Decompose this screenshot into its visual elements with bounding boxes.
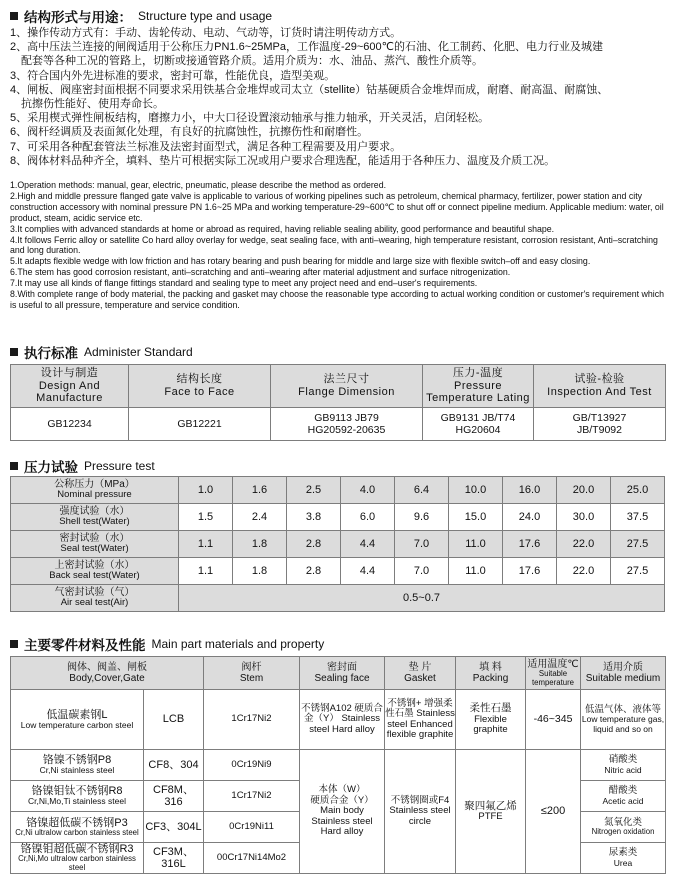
pressure-value-cell: 2.8 bbox=[287, 558, 341, 585]
pressure-row bbox=[11, 477, 665, 504]
pressure-value-cell: 1.1 bbox=[179, 531, 233, 558]
mat-header-zh: 阀杆 bbox=[241, 662, 262, 673]
mat-packing-shared-cell bbox=[456, 750, 526, 874]
mat-seal-shared-cell bbox=[300, 750, 385, 874]
zh-item: 4、闸板、阀座密封面根据不同要求采用铁基合金堆焊或司太立（stellite）钴基硬质合金堆焊而成，耐磨、耐高温、耐腐蚀、 bbox=[10, 83, 609, 96]
mat-grade-cell: CF8、304 bbox=[144, 750, 204, 781]
mat-body-cell bbox=[11, 781, 144, 812]
std-header bbox=[423, 365, 534, 408]
mat-stem-cell: 1Cr17Ni2 bbox=[204, 690, 300, 750]
mat-header-packing bbox=[456, 657, 526, 690]
pressure-value-cell: 15.0 bbox=[449, 504, 503, 531]
mat-header-en: Stem bbox=[239, 673, 264, 684]
seal-zh2: 硬质合金（Y） bbox=[310, 794, 374, 806]
packing-zh: 聚四氟乙烯 bbox=[464, 799, 517, 812]
mat-medium-cell bbox=[581, 750, 666, 781]
packing-en: PTFE bbox=[478, 811, 503, 823]
std-cell: GB12234 bbox=[11, 408, 129, 441]
pressure-value-cell: 6.0 bbox=[341, 504, 395, 531]
en-item: 1.Operation methods: manual, gear, electric, pneumatic, please describe the method as ordered. bbox=[10, 180, 387, 190]
pressure-value-cell: 3.8 bbox=[287, 504, 341, 531]
mat-gasket-shared-cell bbox=[385, 750, 456, 874]
pressure-row-label bbox=[11, 531, 179, 558]
materials-title-en: Main part materials and property bbox=[151, 637, 325, 651]
mat-stem-cell: 00Cr17Ni14Mo2 bbox=[204, 843, 300, 874]
std-header-en: Inspection And Test bbox=[547, 386, 652, 398]
pressure-value-cell: 2.8 bbox=[287, 531, 341, 558]
std-header-en: Flange Dimension bbox=[298, 386, 395, 398]
pressure-label-zh: 强度试验（水） bbox=[59, 506, 130, 518]
mat-stem-cell: 0Cr19Ni9 bbox=[204, 750, 300, 781]
mat-header-en: Body,Cover,Gate bbox=[69, 673, 145, 684]
std-header bbox=[11, 365, 129, 408]
zh-item: 1、操作传动方式有：手动、齿轮传动、电动、气动等，订货时请注明传动方式。 bbox=[10, 27, 402, 39]
mat-grade-cell: CF8M、316 bbox=[144, 781, 204, 812]
mat-medium-cell bbox=[581, 690, 666, 750]
materials-table bbox=[10, 656, 666, 874]
pressure-value-cell: 7.0 bbox=[395, 531, 449, 558]
pressure-row bbox=[11, 531, 665, 558]
zh-item: 6、阀杆经调质及表面氮化处理，有良好的抗腐蚀性，抗擦伤性和耐磨性。 bbox=[10, 126, 369, 139]
standard-table bbox=[10, 364, 666, 441]
zh-item: 3、符合国内外先进标准的要求，密封可靠，性能优良，造型美观。 bbox=[10, 69, 336, 82]
pressure-value-cell: 7.0 bbox=[395, 558, 449, 585]
std-cell: GB12221 bbox=[129, 408, 271, 441]
pressure-row-label bbox=[11, 504, 179, 531]
std-cell: GB9113 JB79 HG20592-20635 bbox=[271, 408, 423, 441]
mat-grade-cell: LCB bbox=[144, 690, 204, 750]
mat-packing-zh: 柔性石墨 bbox=[469, 702, 512, 715]
zh-item: 抗擦伤性能好、使用寿命长。 bbox=[10, 98, 164, 111]
mat-body-zh: 铬镍超低碳不锈钢P3 bbox=[26, 816, 128, 829]
mat-header-seal bbox=[300, 657, 385, 690]
gasket-en: Stainless steel circle bbox=[389, 805, 451, 827]
pressure-value-cell: 24.0 bbox=[503, 504, 557, 531]
structure-en-list bbox=[10, 180, 670, 311]
mat-medium-zh: 硝酸类 bbox=[608, 754, 638, 766]
pressure-value-cell: 4.0 bbox=[341, 477, 395, 504]
mat-header-zh: 阀体、阀盖、闸板 bbox=[67, 662, 147, 673]
pressure-label-zh: 上密封试验（水） bbox=[54, 560, 135, 572]
mat-header-zh: 适用温度℃ bbox=[527, 658, 579, 670]
mat-body-en: Cr,Ni stainless steel bbox=[39, 765, 115, 776]
mat-header-zh: 垫 片 bbox=[408, 662, 432, 673]
mat-body-zh: 铬镍钼超低碳不锈钢R3 bbox=[20, 843, 134, 856]
en-item: 4.It follows Ferric alloy or satellite Co hard alloy overlay for wedge, seat sealing face, with anti–wearing, high temperature resistant, corrosion resistant, Anti–scratching and long duration. bbox=[10, 234, 658, 256]
seal-en3: Hard alloy bbox=[320, 826, 364, 838]
pressure-value-cell: 4.4 bbox=[341, 558, 395, 585]
zh-item: 2、高中压法兰连接的闸阀适用于公称压力PN1.6~25MPa，工作温度-29~600℃的石油、化工制药、化肥、电力行业及城建 bbox=[10, 41, 603, 54]
pressure-value-cell: 2.4 bbox=[233, 504, 287, 531]
pressure-title-en: Pressure test bbox=[84, 459, 155, 473]
pressure-value-cell: 22.0 bbox=[557, 531, 611, 558]
structure-zh-list bbox=[10, 26, 670, 168]
pressure-value-cell: 20.0 bbox=[557, 477, 611, 504]
square-bullet-icon bbox=[10, 640, 18, 648]
pressure-value-cell: 6.4 bbox=[395, 477, 449, 504]
mat-medium-cell bbox=[581, 781, 666, 812]
pressure-label-zh: 气密封试验（气） bbox=[54, 587, 135, 599]
pressure-label-zh: 密封试验（水） bbox=[59, 533, 130, 545]
gasket-zh: 不锈钢圈或F4 bbox=[390, 794, 450, 806]
pressure-value-cell: 25.0 bbox=[611, 477, 665, 504]
pressure-row bbox=[11, 558, 665, 585]
mat-packing-cell bbox=[456, 690, 526, 750]
mat-grade-cell: CF3M、316L bbox=[144, 843, 204, 874]
square-bullet-icon bbox=[10, 12, 18, 20]
standard-title-zh: 执行标准 bbox=[24, 346, 78, 361]
mat-medium-en: Low temperature gas, liquid and so on bbox=[581, 714, 665, 734]
pressure-air-value: 0.5~0.7 bbox=[179, 585, 665, 612]
mat-header-temp bbox=[526, 657, 581, 690]
en-item: 6.The stem has good corrosion resistant, anti–scratching and anti–wearing after material adjustment and surface nitrogenization. bbox=[10, 267, 511, 278]
pressure-row-label bbox=[11, 477, 179, 504]
mat-body-en: Cr,Ni,Mo ultralow carbon stainless steel bbox=[18, 854, 136, 873]
en-item: 2.High and middle pressure flanged gate valve is applicable to various of working pipelines such as petroleum, chemical pharmacy, fertilizer, power station and city construction accessory with nominal pressure PN 1.6~25 MPa and working temperature-29~600℃ to shut off or connect pipeline medium. Applicable medium: water, oil product, steam, acidic service etc. bbox=[10, 190, 664, 223]
pressure-value-cell: 10.0 bbox=[449, 477, 503, 504]
zh-item: 5、采用楔式弹性闸板结构，磨擦力小，中大口径设置滚动轴承与推力轴承，开关灵活，启闭轻松。 bbox=[10, 112, 490, 125]
square-bullet-icon bbox=[10, 462, 18, 470]
pressure-value-cell: 11.0 bbox=[449, 558, 503, 585]
mat-medium-cell bbox=[581, 843, 666, 874]
pressure-value-cell: 22.0 bbox=[557, 558, 611, 585]
seal-zh1: 本体（W） bbox=[318, 784, 366, 796]
zh-item: 7、可采用各种配套管法兰标准及法密封面型式，满足各种工程需要及用户要求。 bbox=[10, 140, 402, 153]
mat-header-en: Packing bbox=[472, 673, 509, 684]
mat-header-zh: 适用介质 bbox=[603, 662, 643, 673]
mat-seal-cell: 不锈钢A102 硬质合金（Y） Stainless steel Hard alloy bbox=[300, 690, 385, 750]
mat-stem-cell: 0Cr19Ni11 bbox=[204, 812, 300, 843]
mat-temp-shared-cell: ≤200 bbox=[526, 750, 581, 874]
mat-body-en: Cr,Ni,Mo,Ti stainless steel bbox=[28, 796, 126, 807]
seal-en2: Stainless steel bbox=[311, 815, 373, 827]
mat-body-zh: 低温碳素钢L bbox=[46, 708, 108, 721]
std-header-en: Face to Face bbox=[164, 386, 235, 398]
en-item: 3.It complies with advanced standards at home or abroad as required, having reliable sealing ability, good performance and beautiful shape. bbox=[10, 223, 555, 234]
mat-gasket-cell: 不锈钢+ 增强柔性石墨 Stainless steel Enhanced flexible graphite bbox=[385, 690, 456, 750]
mat-header-en: Sealing face bbox=[314, 673, 370, 684]
pressure-label-zh: 公称压力（MPa） bbox=[54, 479, 135, 491]
mat-body-cell bbox=[11, 812, 144, 843]
square-bullet-icon bbox=[10, 348, 18, 356]
mat-body-zh: 铬镍不锈钢P8 bbox=[42, 754, 112, 767]
mat-header-en: Suitable temperature bbox=[531, 668, 575, 687]
pressure-row-label bbox=[11, 585, 179, 612]
mat-header-medium bbox=[581, 657, 666, 690]
mat-medium-en: Nitric acid bbox=[604, 764, 642, 775]
mat-medium-zh: 尿素类 bbox=[608, 847, 638, 859]
mat-body-en: Low temperature carbon steel bbox=[20, 719, 134, 730]
mat-packing-en: Flexible graphite bbox=[473, 713, 508, 736]
mat-header-stem bbox=[204, 657, 300, 690]
pressure-value-cell: 37.5 bbox=[611, 504, 665, 531]
mat-header-zh: 填 料 bbox=[479, 662, 502, 673]
standard-section-title bbox=[10, 342, 193, 362]
pressure-row bbox=[11, 504, 665, 531]
pressure-label-en: Air seal test(Air) bbox=[60, 597, 129, 609]
mat-stem-cell: 1Cr17Ni2 bbox=[204, 781, 300, 812]
structure-title-zh: 结构形式与用途： bbox=[24, 10, 132, 25]
std-header-zh: 结构长度 bbox=[176, 373, 223, 386]
mat-header-zh: 密封面 bbox=[327, 662, 357, 673]
pressure-value-cell: 1.0 bbox=[179, 477, 233, 504]
pressure-label-en: Seal test(Water) bbox=[60, 543, 129, 555]
mat-body-cell bbox=[11, 690, 144, 750]
mat-header-body bbox=[11, 657, 204, 690]
structure-section-title bbox=[10, 6, 272, 26]
zh-item: 配套等各种工况的管路上，切断或接通管路介质。适用介质为：水、油品、蒸汽、酸性介质等。 bbox=[10, 55, 483, 68]
pressure-row-label bbox=[11, 558, 179, 585]
pressure-table bbox=[10, 476, 665, 612]
zh-item: 8、阀体材料品种齐全，填料、垫片可根据实际工况或用户要求合理选配，能适用于各种压力、温度及介质工况。 bbox=[10, 154, 556, 167]
std-header-en: Design And Manufacture bbox=[36, 379, 103, 405]
std-header-zh: 压力-温度 bbox=[452, 367, 504, 380]
mat-medium-zh: 醋酸类 bbox=[608, 785, 638, 797]
pressure-value-cell: 2.5 bbox=[287, 477, 341, 504]
pressure-value-cell: 4.4 bbox=[341, 531, 395, 558]
mat-temp-cell: -46~345 bbox=[526, 690, 581, 750]
materials-title-zh: 主要零件材料及性能 bbox=[24, 638, 146, 653]
std-cell: GB9131 JB/T74 HG20604 bbox=[423, 408, 534, 441]
pressure-value-cell: 1.5 bbox=[179, 504, 233, 531]
standard-title-en: Administer Standard bbox=[84, 345, 193, 359]
materials-section-title bbox=[10, 634, 324, 654]
mat-medium-zh: 氮氧化类 bbox=[603, 816, 642, 828]
pressure-value-cell: 9.6 bbox=[395, 504, 449, 531]
pressure-value-cell: 1.8 bbox=[233, 531, 287, 558]
pressure-title-zh: 压力试验 bbox=[24, 460, 78, 475]
std-header-en: Pressure Temperature Lating bbox=[426, 379, 530, 405]
en-item: 8.With complete range of body material, the packing and gasket may choose the reasonable type according to actual working condition or customer's requirement which is useful to all pressure, temperature and service condition. bbox=[10, 289, 664, 310]
seal-en1: Main body bbox=[320, 805, 364, 817]
pressure-section-title bbox=[10, 456, 155, 476]
pressure-value-cell: 16.0 bbox=[503, 477, 557, 504]
mat-medium-en: Urea bbox=[613, 857, 633, 868]
structure-title-en: Structure type and usage bbox=[138, 9, 273, 23]
std-header-zh: 试验-检验 bbox=[574, 373, 625, 386]
mat-grade-cell: CF3、304L bbox=[144, 812, 204, 843]
std-header-zh: 设计与制造 bbox=[40, 367, 99, 380]
pressure-value-cell: 1.6 bbox=[233, 477, 287, 504]
pressure-value-cell: 30.0 bbox=[557, 504, 611, 531]
pressure-row-air bbox=[11, 585, 665, 612]
en-item: 5.It adapts flexible wedge with low friction and has rotary bearing and push bearing for middle and large size with flexible switch–off and easy closing. bbox=[10, 256, 591, 267]
std-header bbox=[129, 365, 271, 408]
mat-body-zh: 铬镍钼钛不锈钢R8 bbox=[31, 785, 123, 798]
std-header-zh: 法兰尺寸 bbox=[323, 373, 370, 386]
pressure-value-cell: 27.5 bbox=[611, 531, 665, 558]
mat-medium-en: Acetic acid bbox=[602, 795, 644, 806]
mat-medium-zh: 低温气体、液体等 bbox=[584, 703, 661, 715]
pressure-value-cell: 17.6 bbox=[503, 558, 557, 585]
mat-body-en: Cr,Ni ultralow carbon stainless steel bbox=[15, 827, 139, 837]
mat-header-en: Suitable medium bbox=[585, 673, 661, 684]
pressure-label-en: Back seal test(Water) bbox=[49, 570, 140, 582]
std-header bbox=[271, 365, 423, 408]
pressure-label-en: Nominal pressure bbox=[57, 489, 132, 501]
pressure-value-cell: 17.6 bbox=[503, 531, 557, 558]
mat-body-cell bbox=[11, 750, 144, 781]
mat-header-gasket bbox=[385, 657, 456, 690]
mat-header-en: Gasket bbox=[404, 673, 436, 684]
mat-body-cell bbox=[11, 843, 144, 874]
en-item: 7.It may use all kinds of flange fittings standard and sealing type to meet any project need and end–user's requirements. bbox=[10, 278, 478, 289]
std-cell: GB/T13927 JB/T9092 bbox=[534, 408, 666, 441]
std-header bbox=[534, 365, 666, 408]
pressure-value-cell: 1.1 bbox=[179, 558, 233, 585]
mat-medium-cell bbox=[581, 812, 666, 843]
pressure-value-cell: 27.5 bbox=[611, 558, 665, 585]
mat-medium-en: Nitrogen oxidation bbox=[591, 826, 655, 836]
pressure-value-cell: 1.8 bbox=[233, 558, 287, 585]
pressure-label-en: Shell test(Water) bbox=[59, 516, 130, 528]
pressure-value-cell: 11.0 bbox=[449, 531, 503, 558]
